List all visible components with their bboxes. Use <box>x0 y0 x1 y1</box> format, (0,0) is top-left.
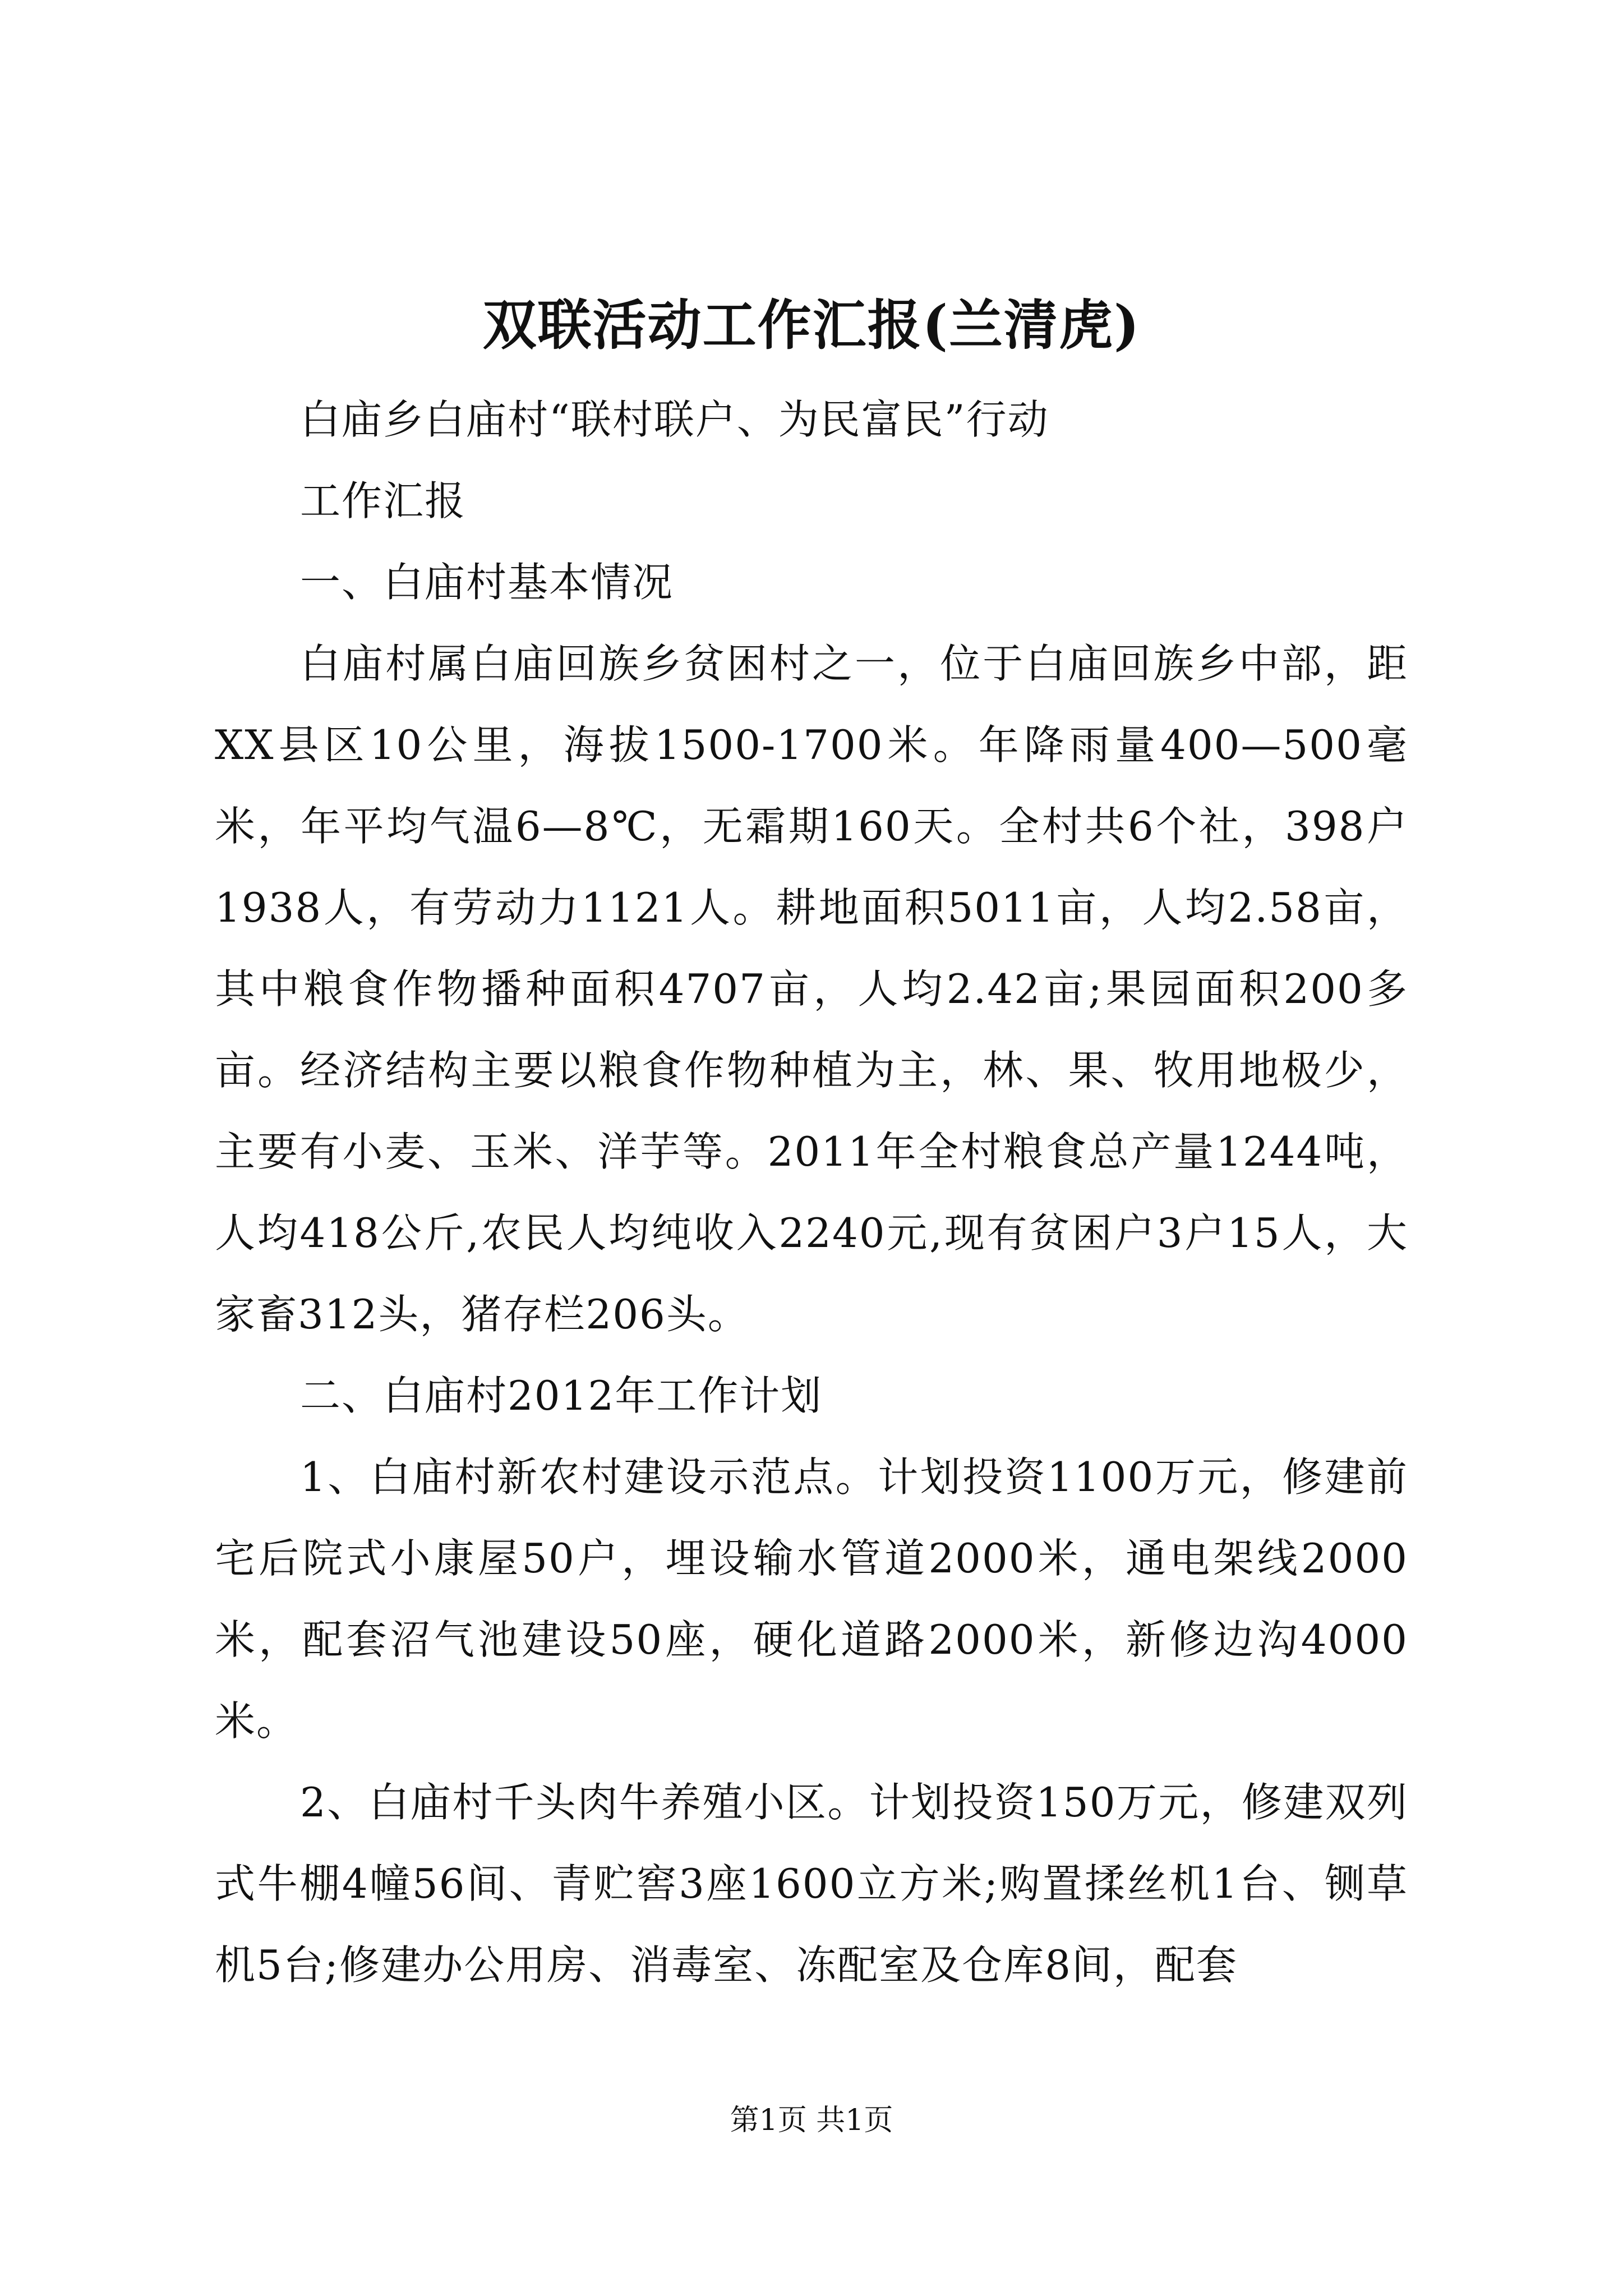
section-heading-1: 一、白庙村基本情况 <box>300 559 674 606</box>
paragraph-plan-item-2: 2、白庙村千头肉牛养殖小区。计划投资150万元，修建双列式牛棚4幢56间、青贮窖3座1600立方米;购置揉丝机1台、铡草机5台;修建办公用房、消毒室、冻配室及仓库8间，配套 <box>215 1779 1408 1989</box>
paragraph-plan-item-1: 1、白庙村新农村建设示范点。计划投资1100万元，修建前宅后院式小康屋50户，埋设输水管道2000米，通电架线2000米，配套沼气池建设50座，硬化道路2000米，新修边沟4000米。 <box>215 1453 1408 1745</box>
document-body <box>215 379 1408 2006</box>
document-title: 双联活动工作汇报(兰清虎) <box>482 293 1141 357</box>
section-heading-2: 二、白庙村2012年工作计划 <box>300 1372 823 1419</box>
paragraph-subtitle-line1: 白庙乡白庙村“联村联户、为民富民”行动 <box>300 396 1049 443</box>
paragraph-subtitle-line2: 工作汇报 <box>300 477 467 524</box>
paragraph-basic-situation: 白庙村属白庙回族乡贫困村之一，位于白庙回族乡中部，距XX县区10公里，海拔1500-1700米。年降雨量400—500毫米，年平均气温6—8℃，无霜期160天。全村共6个社，398户1938人，有劳动力1121人。耕地面积5011亩，人均2.58亩，其中粮食作物播种面积4707亩，人均2.42亩;果园面积200多亩。经济结构主要以粮食作物种植为主，林、果、牧用地极少，主要有小麦、玉米、洋芋等。2011年全村粮食总产量1244吨，人均418公斤,农民人均纯收入2240元,现有贫困户3户15人，大家畜312头，猪存栏206头。 <box>215 640 1408 1338</box>
page-footer: 第1页 共1页 <box>730 2104 893 2137</box>
